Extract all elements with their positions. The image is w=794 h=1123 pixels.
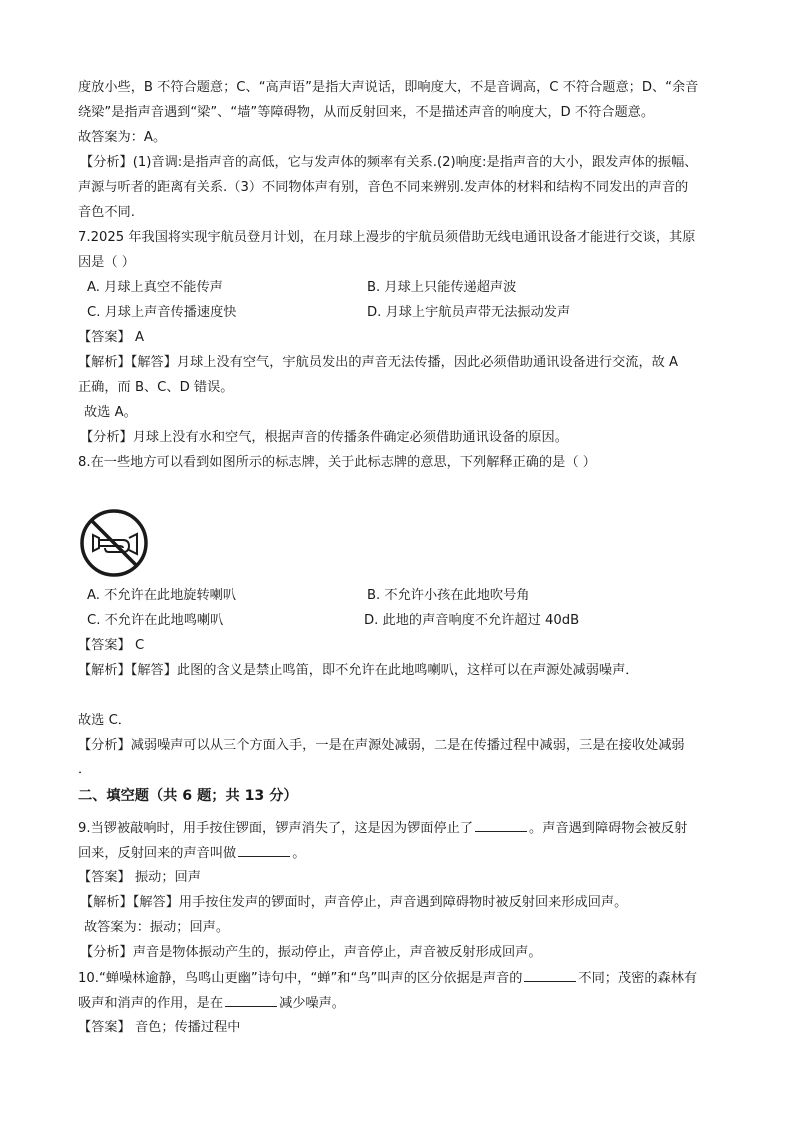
question-9-stem-cont (78, 843, 305, 864)
q7-option-a: A. 月球上真空不能传声 (87, 280, 223, 295)
q8-option-c: C. 不允许在此地鸣喇叭 (87, 613, 224, 628)
q7-explanation: 【解析】【解答】月球上没有空气，宇航员发出的声音无法传播，因此必须借助通讯设备进行交流，故 A (78, 355, 679, 370)
question-10-stem (78, 968, 697, 989)
question-7-stem: 7.2025 年我国将实现宇航员登月计划，在月球上漫步的宇航员须借助无线电通讯设备才能进行交谈，其原 (78, 230, 696, 245)
q10-text-part: 10.“蝉噪林逾静，鸟鸣山更幽”诗句中，“蝉”和“鸟”叫声的区分依据是声音的 (78, 971, 523, 986)
question-10-stem-cont (78, 993, 345, 1014)
q9-text-part: 回来，反射回来的声音叫做 (78, 846, 237, 861)
no-honking-sign-icon (79, 508, 149, 578)
q7-answer: 【答案】 A (78, 330, 144, 345)
q7-choice: 故选 A。 (84, 405, 137, 420)
q9-text-part: 9.当锣被敲响时，用手按住锣面，锣声消失了，这是因为锣面停止了 (78, 821, 474, 836)
section-heading: 二、填空题（共 6 题；共 13 分） (78, 788, 298, 804)
q10-text-part: 吸声和消声的作用，是在 (78, 996, 224, 1011)
q7-option-b: B. 月球上只能传递超声波 (367, 280, 517, 295)
q8-option-a: A. 不允许在此地旋转喇叭 (87, 588, 237, 603)
q8-option-d: D. 此地的声音响度不允许超过 40dB (364, 613, 580, 628)
q9-explanation: 【解析】【解答】用手按住发声的锣面时，声音停止，声音遇到障碍物时被反射回来形成回声。 (80, 895, 628, 910)
text-line: 声源与听者的距离有关系.（3）不同物体声有别，音色不同来辨别.发声体的材料和结构不同发出的声音的 (78, 180, 689, 195)
q9-analysis: 【分析】声音是物体振动产生的，振动停止，声音停止，声音被反射形成回声。 (80, 945, 542, 960)
q9-blank-1 (475, 818, 527, 832)
q9-answer: 【答案】 振动；回声 (78, 870, 201, 885)
q10-blank-1 (524, 968, 576, 982)
text-line: 绕梁”是指声音遇到“梁”、“墙”等障碍物，从而反射回来，不是描述声音的响度大，D 不符合题意。 (78, 105, 655, 120)
question-7-stem-cont: 因是（ ） (78, 255, 135, 270)
q8-analysis: 【分析】减弱噪声可以从三个方面入手，一是在声源处减弱，二是在传播过程中减弱，三是在接收处减弱 (78, 738, 685, 753)
q10-text-part: 不同；茂密的森林有 (578, 971, 698, 986)
q10-blank-2 (225, 993, 277, 1007)
analysis-line: 【分析】(1)音调:是指声音的高低，它与发声体的频率有关系.(2)响度:是指声音的大小，跟发声体的振幅、 (80, 155, 698, 170)
q10-answer: 【答案】 音色；传播过程中 (78, 1020, 241, 1035)
q9-text-part: 。 (292, 846, 306, 861)
text-line: 度放小些，B 不符合题意；C、“高声语”是指大声说话，即响度大，不是音调高，C 不符合题意；D、“余音 (78, 80, 699, 95)
q10-text-part: 减少噪声。 (279, 996, 345, 1011)
q7-option-c: C. 月球上声音传播速度快 (87, 305, 237, 320)
q8-answer: 【答案】 C (78, 638, 145, 653)
q9-conclusion: 故答案为：振动；回声。 (84, 920, 230, 935)
q8-analysis-end: ． (78, 762, 92, 777)
text-line: 故答案为：A。 (78, 130, 167, 145)
q8-choice: 故选 C． (78, 713, 131, 728)
no-honking-sign-svg (79, 508, 149, 578)
question-8-stem: 8.在一些地方可以看到如图所示的标志牌，关于此标志牌的意思，下列解释正确的是（ ） (78, 455, 596, 470)
q8-explanation: 【解析】【解答】此图的含义是禁止鸣笛，即不允许在此地鸣喇叭，这样可以在声源处减弱噪声． (78, 663, 639, 678)
q9-text-part: 。声音遇到障碍物会被反射 (529, 821, 688, 836)
question-9-stem (78, 818, 687, 839)
text-line: 音色不同. (78, 205, 135, 220)
q9-blank-2 (238, 843, 290, 857)
q7-explanation-cont: 正确，而 B、C、D 错误。 (78, 380, 234, 395)
q7-option-d: D. 月球上宇航员声带无法振动发声 (367, 305, 571, 320)
q7-analysis: 【分析】月球上没有水和空气，根据声音的传播条件确定必须借助通讯设备的原因。 (80, 430, 568, 445)
q8-option-b: B. 不允许小孩在此地吹号角 (367, 588, 530, 603)
